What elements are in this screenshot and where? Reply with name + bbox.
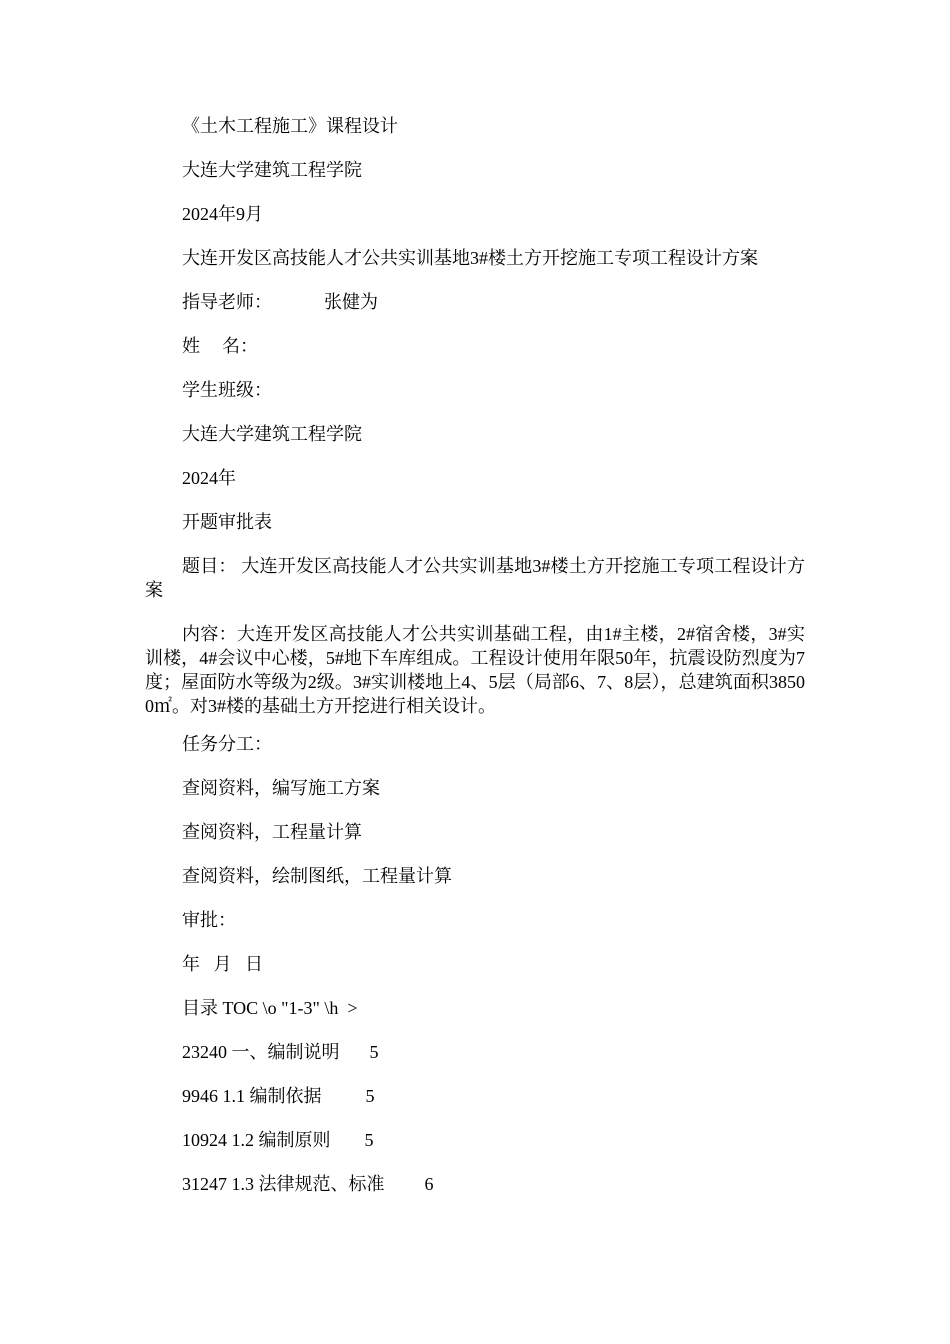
toc-entry-page: 5: [364, 1130, 374, 1150]
approval-content: 内容：大连开发区高技能人才公共实训基础工程，由1#主楼，2#宿舍楼，3#实训楼，4#会议中心楼，5#地下车库组成。工程设计使用年限50年，抗震设防烈度为7度；屋面防水等级为2级。3#实训楼地上4、5层（局部6、7、8层），总建筑面积38500㎡。对3#楼的基础土方开挖进行相关设计。: [145, 624, 805, 716]
toc-entry-title: 1.3 法律规范、标准: [231, 1174, 385, 1194]
approval-date-line: 年 月 日: [182, 954, 263, 974]
name-line: [182, 334, 258, 358]
course-title: 《土木工程施工》课程设计: [182, 116, 398, 136]
toc-entry-title: 1.1 编制依据: [222, 1086, 322, 1106]
toc-entry-id: 23240: [182, 1042, 227, 1062]
toc-entry-page: 5: [365, 1086, 375, 1106]
toc-entry-page: 6: [424, 1174, 434, 1194]
approval-topic: 题目： 大连开发区高技能人才公共实训基地3#楼土方开挖施工专项工程设计方案: [145, 556, 805, 600]
name-label-part2: 名：: [222, 336, 258, 356]
advisor-name: 张健为: [324, 292, 378, 312]
school-name: 大连大学建筑工程学院: [182, 160, 362, 180]
approve-label: 审批：: [182, 910, 236, 930]
class-label: 学生班级：: [182, 380, 272, 400]
task-item: 查阅资料，绘制图纸，工程量计算: [182, 866, 452, 886]
toc-entry: [182, 1084, 375, 1108]
toc-entry-title: 一、编制说明: [231, 1042, 340, 1062]
toc-entry-id: 31247: [182, 1174, 227, 1194]
advisor-label: 指导老师：: [182, 292, 272, 312]
toc-entry-id: 9946: [182, 1086, 218, 1106]
task-item: 查阅资料，工程量计算: [182, 822, 362, 842]
tasks-label: 任务分工：: [182, 734, 272, 754]
toc-heading: 目录 TOC \o "1-3" \h >: [182, 998, 358, 1018]
advisor-line: [182, 290, 378, 314]
toc-entry-title: 1.2 编制原则: [231, 1130, 331, 1150]
project-title: 大连开发区高技能人才公共实训基地3#楼土方开挖施工专项工程设计方案: [182, 248, 758, 268]
toc-entry: [182, 1128, 374, 1152]
toc-entry-id: 10924: [182, 1130, 227, 1150]
toc-entry-page: 5: [369, 1042, 379, 1062]
school-name-2: 大连大学建筑工程学院: [182, 424, 362, 444]
toc-entry: [182, 1040, 379, 1064]
toc-entry: [182, 1172, 434, 1196]
cover-year: 2024年: [182, 468, 236, 488]
name-label-part1: 姓: [182, 336, 200, 356]
cover-date: 2024年9月: [182, 204, 263, 224]
task-item: 查阅资料，编写施工方案: [182, 778, 380, 798]
approval-heading: 开题审批表: [182, 512, 272, 532]
